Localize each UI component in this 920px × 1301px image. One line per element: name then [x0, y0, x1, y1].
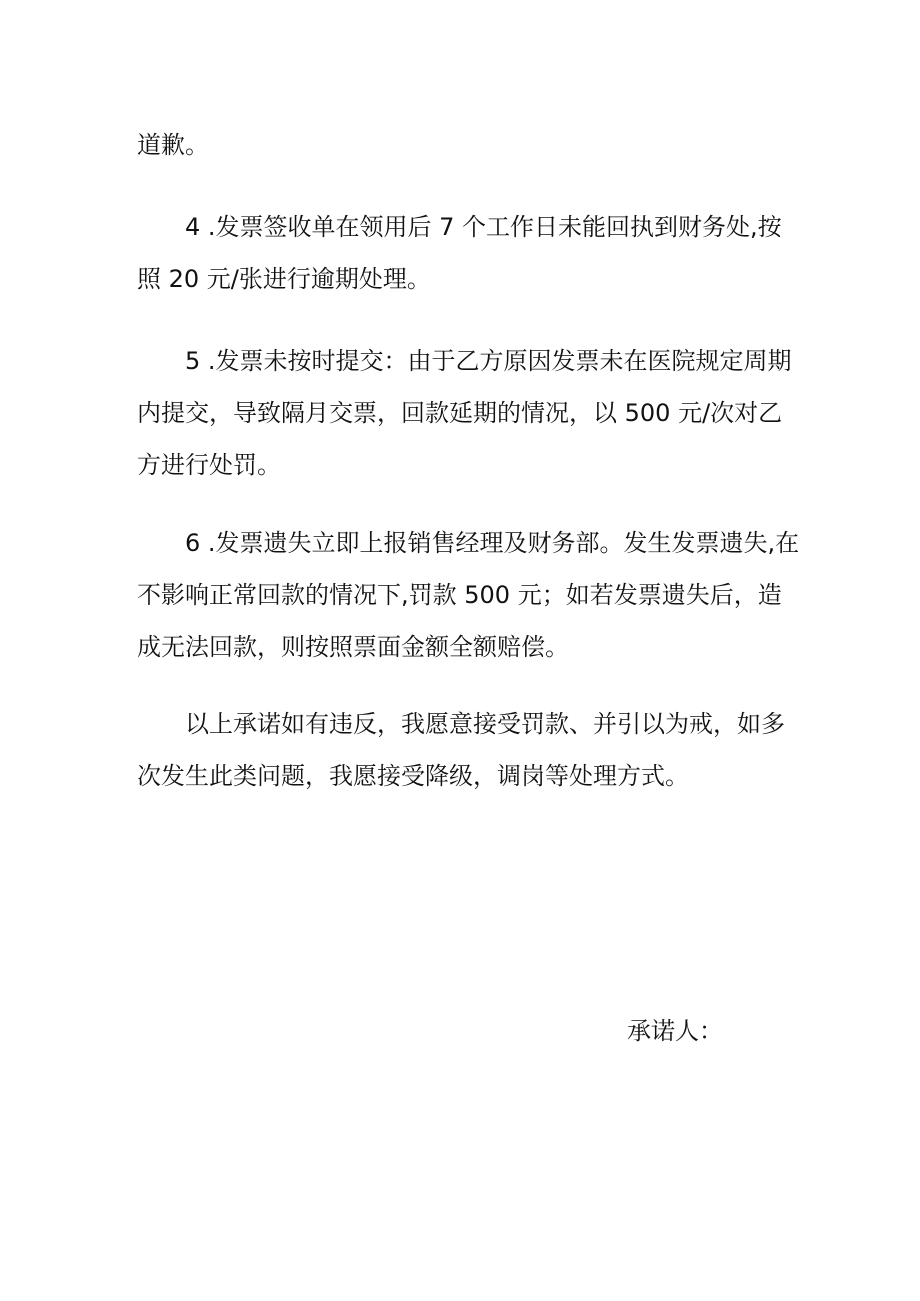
paragraph-continuation: 道歉。: [137, 131, 209, 159]
paragraph-item-6: 6 .发票遗失立即上报销售经理及财务部。发生发票遗失,在不影响正常回款的情况下,罚款 500 元；如若发票遗失后，造成无法回款，则按照票面金额全额赔偿。: [137, 529, 800, 661]
signature-label: 承诺人：: [627, 1017, 723, 1045]
paragraph-commitment: 以上承诺如有违反，我愿意接受罚款、并引以为戒，如多次发生此类问题，我愿接受降级，调岗等处理方式。: [137, 710, 785, 790]
paragraph-item-5: 5 .发票未按时提交：由于乙方原因发票未在医院规定周期内提交，导致隔月交票，回款延期的情况，以 500 元/次对乙方进行处罚。: [137, 347, 792, 479]
paragraph-item-4: 4 .发票签收单在领用后 7 个工作日未能回执到财务处,按照 20 元/张进行逾期处理。: [137, 213, 782, 293]
